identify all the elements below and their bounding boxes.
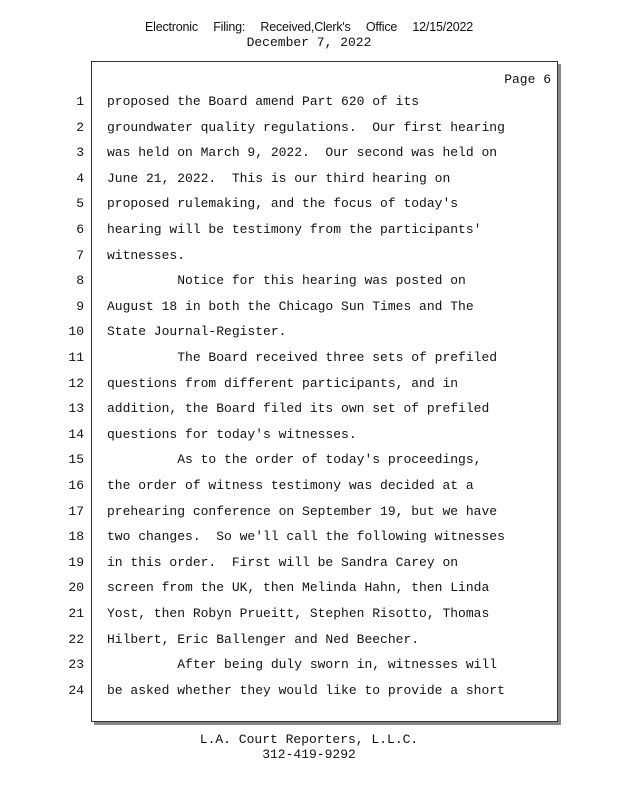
line-number: 9	[76, 298, 84, 314]
line-number: 16	[68, 478, 84, 493]
line-text: After being duly sworn in, witnesses will	[107, 657, 498, 673]
line-text: State Journal-Register.	[107, 324, 287, 340]
line-number: 7	[76, 247, 84, 263]
line-number: 17	[68, 503, 84, 519]
line-text: in this order. First will be Sandra Carey on	[107, 554, 459, 570]
line-text: screen from the UK, then Melinda Hahn, then Linda	[107, 580, 490, 596]
line-number: 3	[76, 145, 84, 161]
line-number: 2	[76, 119, 84, 135]
line-text: the order of witness testimony was decided at a	[107, 478, 474, 493]
line-text: questions for today's witnesses.	[107, 426, 357, 442]
line-text: As to the order of today's proceedings,	[107, 452, 482, 468]
line-number: 22	[68, 631, 84, 647]
line-text: Hilbert, Eric Ballenger and Ned Beecher.	[107, 631, 420, 647]
line-text: was held on March 9, 2022. Our second was held on	[107, 145, 498, 161]
line-text: The Board received three sets of prefiled	[107, 350, 498, 365]
line-text: August 18 in both the Chicago Sun Times and The	[107, 298, 474, 314]
line-text: Yost, then Robyn Prueitt, Stephen Risotto, Thomas	[107, 606, 490, 621]
line-text: hearing will be testimony from the participants'	[107, 222, 482, 237]
line-text: June 21, 2022. This is our third hearing on	[107, 170, 451, 186]
hearing-date: December 7, 2022	[246, 35, 372, 50]
filing-word-filing: Filing:	[213, 20, 246, 34]
line-text: prehearing conference on September 19, but we have	[107, 503, 498, 519]
line-text: addition, the Board filed its own set of prefiled	[107, 401, 490, 417]
line-text: Notice for this hearing was posted on	[107, 273, 466, 289]
line-number: 8	[76, 273, 84, 289]
footer-company: L.A. Court Reporters, L.L.C.	[199, 732, 419, 747]
line-number: 20	[68, 580, 84, 596]
filing-word-received: Received,Clerk's	[260, 20, 351, 34]
line-text: witnesses.	[107, 247, 186, 263]
line-text: questions from different participants, and in	[107, 375, 459, 391]
line-number: 15	[68, 452, 84, 468]
line-text: be asked whether they would like to provide a short	[107, 682, 505, 698]
line-number: 13	[68, 401, 84, 417]
line-number: 6	[76, 222, 84, 237]
line-number: 23	[68, 657, 84, 673]
line-number: 18	[68, 529, 84, 545]
page-number: Page 6	[504, 72, 551, 87]
line-number: 19	[68, 554, 84, 570]
line-number: 21	[68, 606, 84, 621]
line-number: 24	[68, 682, 84, 698]
line-number: 4	[76, 170, 84, 186]
line-text: proposed the Board amend Part 620 of its	[107, 94, 420, 109]
line-text: two changes. So we'll call the following witnesses	[107, 529, 505, 545]
line-number: 10	[68, 324, 84, 340]
line-number: 12	[68, 375, 84, 391]
line-text: groundwater quality regulations. Our first hearing	[107, 119, 505, 135]
line-number: 5	[76, 196, 84, 212]
line-number: 14	[68, 426, 84, 442]
footer-phone: 312-419-9292	[262, 747, 356, 762]
line-text: proposed rulemaking, and the focus of today's	[107, 196, 459, 212]
filing-word-office: Office	[365, 20, 398, 34]
line-number: 1	[76, 94, 84, 109]
filing-word-electronic: Electronic	[145, 20, 198, 34]
filing-stamp	[0, 20, 618, 34]
filing-word-date: 12/15/2022	[412, 20, 473, 34]
footer	[0, 732, 618, 762]
line-number: 11	[68, 350, 84, 365]
